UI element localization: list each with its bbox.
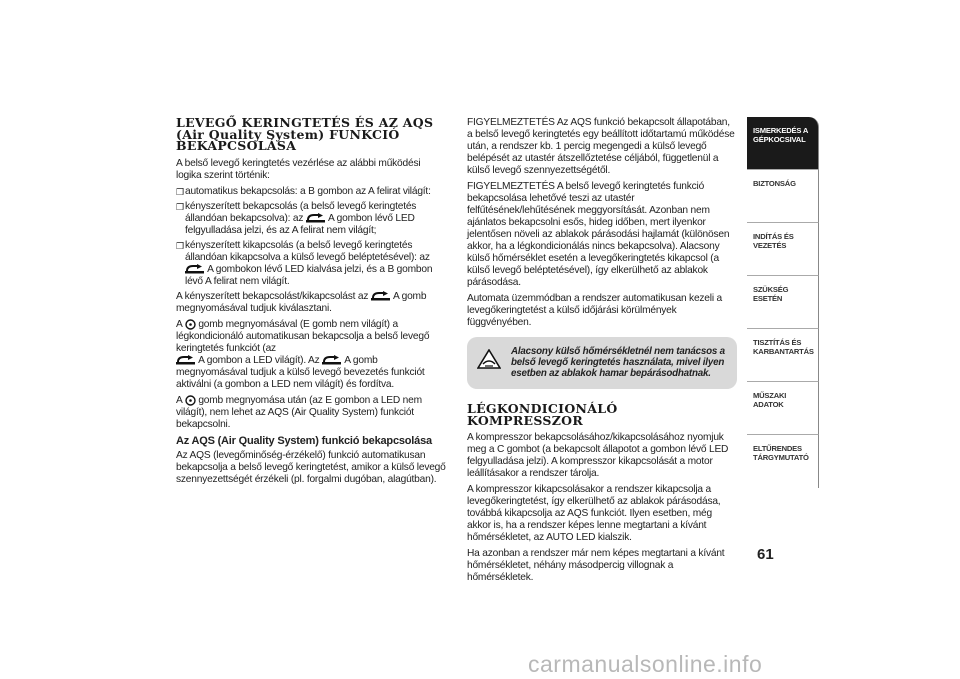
warning-aqs: FIGYELMEZTETÉS Az AQS funkció bekapcsolt állapotában, a belső levegő keringtetés egy beállított időtartamú működése után, a rendszer kb. 1 percig megengedi a külső levegő belépését az utastér átszellőztetése céljából, függetlenül a külső levegő szennyezettségétől.	[467, 117, 735, 176]
bullet3-part-b: A gombokon lévő LED kialvása jelzi, és a B gombon lévő A felirat nem világít.	[185, 263, 433, 287]
paragraph-aqs: Az AQS (levegőminőség-érzékelő) funkció automatikusan bekapcsolja a belső levegő keringtetést, amikor a külső levegő szennyezettségét érzékeli (pl. forgalmi dugóban, alagútban).	[176, 449, 446, 485]
recirculation-icon	[306, 213, 326, 223]
bullet-item-auto	[176, 186, 448, 198]
checkbox-bullet-icon: ❒	[176, 186, 184, 197]
tab-technical-data[interactable]: MŰSZAKI ADATOK	[747, 382, 819, 435]
p2-part-c: A gombon a LED világít). Az	[198, 354, 320, 366]
checkbox-bullet-icon: ❒	[176, 201, 184, 212]
checkbox-bullet-icon: ❒	[176, 240, 184, 251]
fan-icon	[185, 319, 196, 330]
bullet-text	[185, 201, 448, 237]
bullet-text	[185, 240, 448, 288]
p3-part-a: A	[176, 394, 183, 406]
paragraph-compressor-2: A kompresszor kikapcsolásakor a rendszer kikapcsolja a levegőkeringtetést, így elkerülhető az ablakok párásodása, továbbá kikapcsolja az AQS funkciót. Ilyen esetben, még akkor is, ha a rendszer képes lenne megtartani a kívánt hőmérsékletet, az AUTO LED kialszik.	[467, 484, 721, 543]
tab-in-an-emergency[interactable]: SZÜKSÉG ESETÉN	[747, 276, 819, 329]
bullet2-part-b: A gombon lévő LED felgyulladása jelzi, és az A felirat nem világít;	[185, 212, 415, 236]
note-box	[467, 337, 737, 389]
page-number: 61	[757, 546, 774, 563]
p2-part-a: A	[176, 318, 183, 330]
bullet-item-forced-on	[176, 201, 448, 237]
fan-icon	[185, 395, 196, 406]
recirculation-icon	[185, 264, 205, 274]
title-line-3: BEKAPCSOLÁSA	[176, 138, 297, 153]
tab-index[interactable]: ELTŰRENDES TÁRGYMUTATÓ	[747, 435, 819, 488]
bullet-text: automatikus bekapcsolás: a B gombon az A felirat világít:	[185, 185, 431, 197]
title-line-2: (Air Quality System) FUNKCIÓ	[176, 126, 400, 142]
subheading-aqs: Az AQS (Air Quality System) funkció bekapcsolása	[176, 434, 432, 447]
watermark: carmanualsonline.info	[528, 651, 763, 677]
title-line-1: LEVEGŐ KERINGTETÉS ÉS AZ AQS	[176, 115, 434, 130]
intro-paragraph: A belső levegő keringtetés vezérlése az alábbi működési logika szerint történik:	[176, 157, 421, 181]
paragraph-forced-select	[176, 291, 448, 315]
recirculation-icon	[371, 291, 391, 301]
tab-starting-and-driving[interactable]: INDÍTÁS ÉS VEZETÉS	[747, 223, 819, 276]
right-column	[467, 117, 737, 588]
section-title-compressor: LÉGKONDICIONÁLÓ KOMPRESSZOR	[467, 401, 618, 428]
bullet3-part-a: kényszerített kikapcsolás (a belső levegő keringtetés állandóan kikapcsolva a külső levegő beléptetésével): az	[185, 239, 430, 263]
section-title-recirculation	[176, 117, 448, 152]
paragraph-compressor-3: Ha azonban a rendszer már nem képes megtartani a kívánt hőmérsékletet, néhány másodpercig villognak a hőmérsékletek.	[467, 548, 725, 583]
p2-part-d: A gomb megnyomásával tudjuk a külső levegő bevezetés funkciót aktiválni (a gombon a LED nem világít) és fordítva.	[176, 354, 425, 390]
p3-part-b: gomb megnyomása után (az E gombon a LED nem világít), nem lehet az AQS (Air Quality System) funkciót bekapcsolni.	[176, 394, 422, 430]
left-column	[176, 117, 448, 490]
tab-maintenance[interactable]: TISZTÍTÁS ÉS KARBANTARTÁS	[747, 329, 819, 382]
tab-safety[interactable]: BIZTONSÁG	[747, 170, 819, 223]
warning-recirculation: FIGYELMEZTETÉS A belső levegő keringtetés funkció bekapcsolása lehetővé teszi az utastér felfűtésének/lehűtésének meggyorsítását. Azonban nem ajánlatos bekapcsolni esős, hideg időben, mert ilyenkor jelentősen növeli az ablakok párásodási hajlamát (különösen akkor, ha a légkondicionálás nincs bekapcsolva). Alacsony külső hőmérséklet esetén a levegőkeringtetés kikapcsol (a külső levegő beléptetésével), így elkerülhető az ablakok párásodása.	[467, 181, 730, 288]
paragraph-auto-mode: Automata üzemmódban a rendszer automatikusan kezeli a levegőkeringtetést a külső időjárási körülmények függvényében.	[467, 293, 722, 328]
recirculation-icon	[322, 355, 342, 365]
bullet2-part-a: kényszerített bekapcsolás (a belső levegő keringtetés állandóan bekapcsolva): az	[185, 200, 417, 224]
chapter-sidebar	[747, 117, 819, 488]
paragraph-fan-off	[176, 395, 448, 431]
recirculation-icon	[176, 355, 196, 365]
bullet-item-forced-off	[176, 240, 448, 288]
windscreen-fog-warning-icon	[477, 349, 501, 369]
note-text: Alacsony külső hőmérsékletnél nem tanácsos a belső levegő keringtetés használata, mivel ilyen esetben az ablakok hamar bepárásodhatnak.	[511, 346, 725, 379]
p2-part-b: gomb megnyomásával (E gomb nem világít) a légkondicionáló automatikusan bekapcsolja a belső levegő keringtetés funkciót (az	[176, 318, 430, 354]
p1-part-a: A kényszerített bekapcsolást/kikapcsolást az	[176, 290, 369, 302]
tab-getting-to-know-the-car[interactable]: ISMERKEDÉS A GÉPKOCSIVAL	[747, 117, 819, 170]
paragraph-compressor-1: A kompresszor bekapcsolásához/kikapcsolásához nyomjuk meg a C gombot (a bekapcsolt állapotot a gombon lévő LED felgyulladása jelzi). A kompresszor kikapcsolását a motor leállításakor a rendszer tárolja.	[467, 432, 729, 479]
p1-part-b: A gomb megnyomásával tudjuk kiválasztani.	[176, 290, 427, 314]
paragraph-fan-button	[176, 319, 448, 391]
